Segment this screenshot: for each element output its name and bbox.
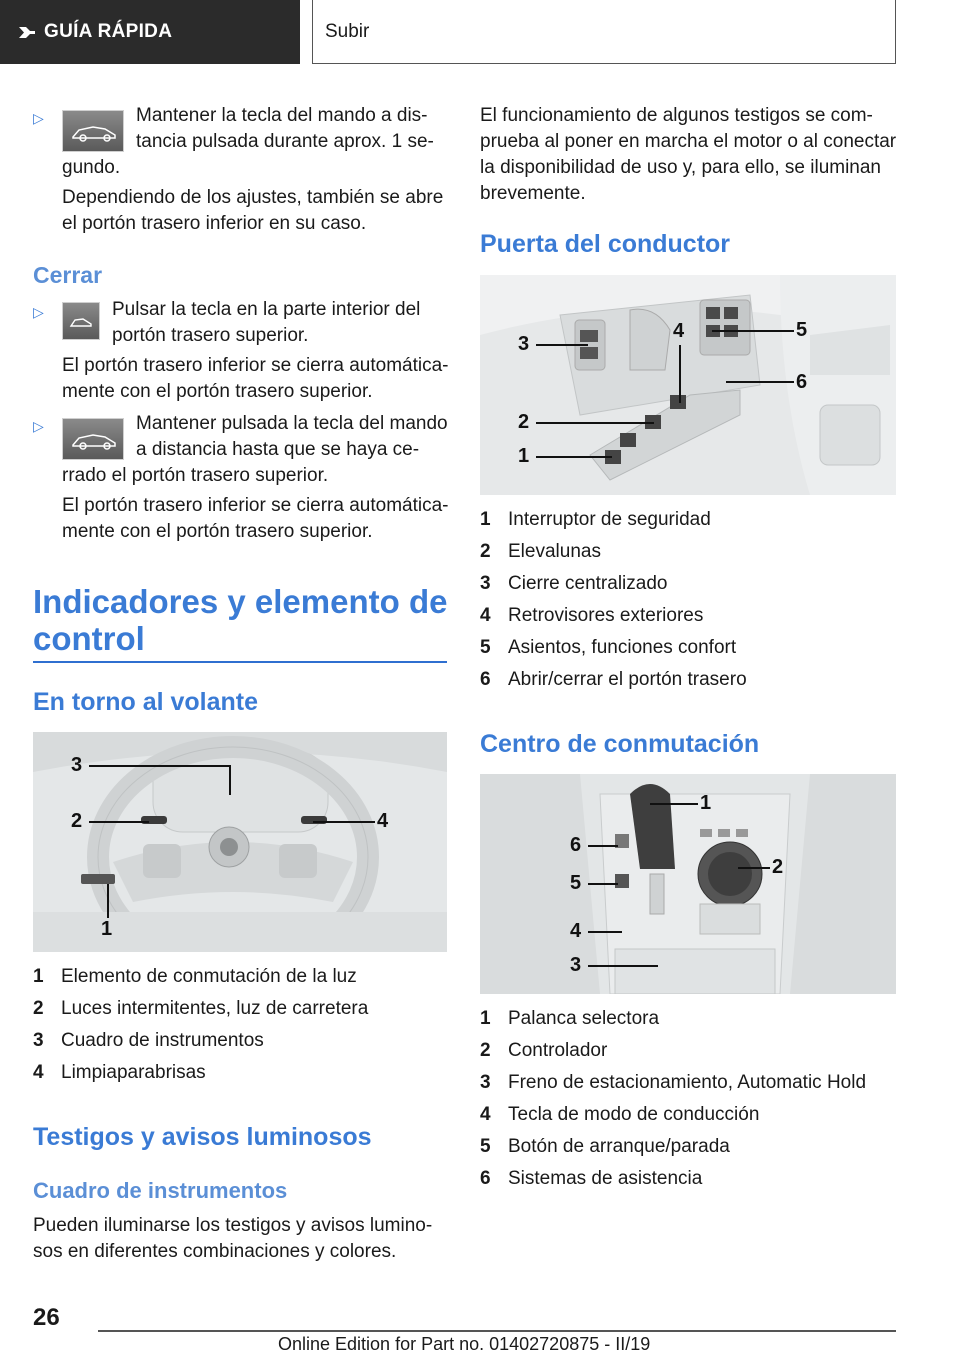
legend-text: Elevalunas [508,541,601,562]
callout-label: 4 [570,920,582,942]
item1-text2: tancia pulsada durante aprox. 1 se- [136,131,434,152]
centro-legend [480,1003,896,1195]
callout-line [726,381,794,383]
legend-text: Tecla de modo de conducción [508,1104,760,1125]
legend-number: 5 [480,637,491,658]
item3-note1: El portón trasero inferior se cierra automática- [62,495,449,516]
legend-text: Freno de estacionamiento, Automatic Hold [508,1072,867,1093]
callout-label: 2 [518,411,530,433]
legend-row [480,1003,896,1035]
legend-text: Botón de arranque/parada [508,1136,730,1157]
legend-number: 4 [33,1062,44,1083]
callout-label: 4 [377,810,389,832]
intro-line3: la disponibilidad de uso y, para ello, se iluminan [480,157,882,178]
legend-number: 4 [480,605,491,626]
tailgate-key-icon [62,110,124,152]
legend-row [480,632,896,664]
legend-row [480,600,896,632]
item3-note2: mente con el portón trasero superior. [62,521,373,542]
tailgate-inner-key-icon [62,302,100,340]
callout-line [588,845,618,847]
up-link[interactable] [312,0,896,64]
legend-row [480,504,896,536]
legend-row [480,1099,896,1131]
legend-text: Palanca selectora [508,1008,660,1029]
bullet-marker: ▷ [33,304,44,320]
pin-icon [16,22,38,44]
item2-text1: Pulsar la tecla en la parte interior del [112,299,421,320]
intro-line2: prueba al poner en marcha el motor o al conectar [480,131,897,152]
legend-text: Retrovisores exteriores [508,605,704,626]
callout-label: 1 [700,792,712,814]
driver-door-illustration [480,275,896,495]
legend-number: 6 [480,1168,491,1189]
legend-text: Cuadro de instrumentos [61,1030,264,1051]
legend-row [480,1131,896,1163]
steering-wheel-figure [33,732,447,952]
callout-label: 3 [518,333,530,355]
volante-heading: En torno al volante [33,688,259,716]
item2-text2: portón trasero superior. [112,325,309,346]
callout-label: 4 [673,320,685,342]
item1-text: Mantener la tecla del mando a dis- [136,105,428,126]
callout-line [89,765,229,767]
callout-line [536,344,588,346]
legend-row [480,568,896,600]
footer-edition: Online Edition for Part no. 01402720875 - II/19 [278,1334,651,1354]
driver-door-figure [480,275,896,495]
callout-line [536,422,654,424]
legend-text: Limpiaparabrisas [61,1062,206,1083]
legend-row [480,664,896,696]
callout-line [738,867,770,869]
section-title-line2: control [33,620,145,657]
callout-label: 2 [772,856,784,878]
legend-number: 3 [33,1030,44,1051]
callout-line [712,330,794,332]
legend-row [480,1035,896,1067]
section-title: Indicadores y elemento de [33,583,448,620]
quick-guide-label: GUÍA RÁPIDA [44,21,173,42]
item3-text3: rrado el portón trasero superior. [62,465,329,486]
callout-line [588,965,658,967]
callout-line [679,345,681,403]
testigos-heading: Testigos y avisos luminosos [33,1123,372,1151]
legend-number: 1 [33,966,44,987]
quick-guide-tab[interactable] [0,0,300,64]
page-number: 26 [33,1304,60,1331]
legend-row [33,1025,447,1057]
puerta-heading: Puerta del conductor [480,230,731,258]
legend-text: Abrir/cerrar el portón trasero [508,669,747,690]
legend-number: 5 [480,1136,491,1157]
callout-label: 5 [796,319,808,341]
legend-number: 1 [480,509,491,530]
legend-number: 2 [480,541,491,562]
callout-line [650,803,698,805]
legend-text: Interruptor de seguridad [508,509,711,530]
footer-rule [98,1330,896,1332]
callout-line [536,456,612,458]
legend-number: 3 [480,573,491,594]
callout-label: 3 [570,954,582,976]
up-link-label: Subir [325,20,370,42]
volante-legend [33,961,447,1089]
centro-heading: Centro de conmutación [480,730,760,758]
callout-line [313,821,375,823]
bullet-marker: ▷ [33,110,44,126]
legend-text: Elemento de conmutación de la luz [61,966,357,987]
item3-text1: Mantener pulsada la tecla del mando [136,413,448,434]
callout-line [89,821,149,823]
cuadro-heading: Cuadro de instrumentos [33,1178,288,1203]
legend-row [33,961,447,993]
puerta-legend [480,504,896,696]
callout-label: 6 [570,834,582,856]
legend-text: Luces intermitentes, luz de carretera [61,998,369,1019]
legend-row [33,1057,447,1089]
callout-label: 1 [518,445,530,467]
legend-row [33,993,447,1025]
section-rule [33,661,447,663]
item3-text2: a distancia hasta que se haya ce- [136,439,420,460]
center-console-illustration [480,774,896,994]
callout-line [588,931,622,933]
intro-line4: brevemente. [480,183,586,204]
cuadro-text1: Pueden iluminarse los testigos y avisos lumino- [33,1215,433,1236]
tailgate-key-icon [62,418,124,460]
callout-line [588,883,618,885]
callout-label: 2 [71,810,83,832]
cuadro-text2: sos en diferentes combinaciones y colores. [33,1241,397,1262]
legend-number: 4 [480,1104,491,1125]
callout-line [229,765,231,795]
legend-text: Controlador [508,1040,608,1061]
item1-note2: el portón trasero inferior en su caso. [62,213,367,234]
callout-label: 1 [101,918,113,940]
legend-number: 3 [480,1072,491,1093]
cerrar-heading: Cerrar [33,262,103,288]
item2-note2: mente con el portón trasero superior. [62,381,373,402]
callout-label: 3 [71,754,83,776]
intro-line1: El funcionamiento de algunos testigos se com- [480,105,873,126]
bullet-marker: ▷ [33,418,44,434]
legend-row [480,536,896,568]
legend-row [480,1067,896,1099]
callout-line [107,884,109,918]
legend-text: Asientos, funciones confort [508,637,737,658]
legend-text: Cierre centralizado [508,573,668,594]
legend-text: Sistemas de asistencia [508,1168,703,1189]
callout-label: 5 [570,872,582,894]
legend-number: 2 [480,1040,491,1061]
callout-label: 6 [796,371,808,393]
item1-text3: gundo. [62,157,121,178]
legend-number: 1 [480,1008,491,1029]
legend-number: 6 [480,669,491,690]
legend-row [480,1163,896,1195]
item1-note: Dependiendo de los ajustes, también se abre [62,187,444,208]
legend-number: 2 [33,998,44,1019]
item2-note1: El portón trasero inferior se cierra automática- [62,355,449,376]
center-console-figure [480,774,896,994]
